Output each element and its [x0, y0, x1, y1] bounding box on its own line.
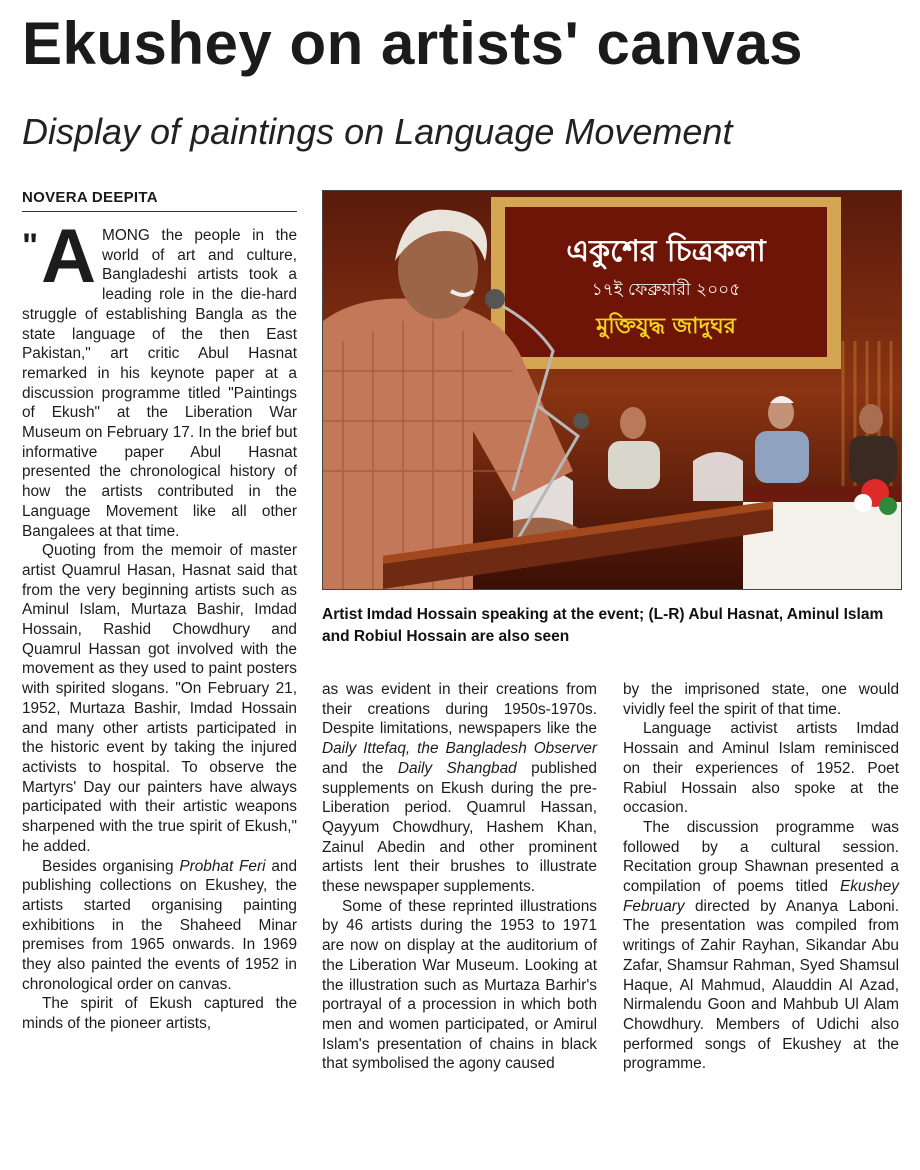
paragraph: Besides organising Probhat Feri and publishing collections on Ekushey, the artists started organising painting exhibitions in the Shaheed Minar premises from 1965 onwards. In 1969 they also painted the events of 1952 in chronological order on canvas.	[22, 857, 298, 993]
paragraph: Some of these reprinted illustrations by 46 artists during the 1953 to 1971 are now on display at the auditorium of the Liberation War Museum. Looking at the illustration such as Murtaza Barhir's portrayal of a procession in which both men and women participated, or Amirul Islam's presentation of chains in black that symbolised the agony caused	[322, 897, 597, 1073]
paragraph: MONG the people in the world of art and culture, Bangladeshi artists took a leading role in the die-hard struggle of establishing Bangla as the state language of the then East Pakistan," art critic Abul Hasnat remarked in his keynote paper at a discussion programme titled "Paintings of Ekush" at the Liberation War Museum on February 17. In the brief but informative paper Abul Hasnat presented the chronological history of how the artists contributed in the Language Movement like all other Bangalees at that time.	[22, 227, 297, 540]
article-column-2	[322, 680, 597, 1074]
event-photo	[322, 190, 902, 590]
paragraph: The discussion programme was followed by a cultural session. Recitation group Shawnan presented a compilation of poems titled Ekushey February directed by Ananya Laboni. The presentation was compiled from writings of Zahir Rayhan, Sikandar Abu Zafar, Shamsur Rahman, Syed Shamsul Haque, Al Mahmud, Alauddin Al Azad, Nirmalendu Goon and Mahbub Ul Alam Chowdhury. Members of Udichi also performed songs of Ekushey at the programme.	[623, 818, 899, 1073]
headline: Ekushey on artists' canvas	[22, 10, 803, 77]
paragraph: by the imprisoned state, one would vividly feel the spirit of that time.	[623, 681, 899, 718]
byline: NOVERA DEEPITA	[22, 188, 297, 212]
paragraph: Language activist artists Imdad Hossain and Aminul Islam reminisced on their experiences of 1952. Poet Rabiul Hossain also spoke at the occasion.	[623, 720, 899, 817]
paragraph: The spirit of Ekush captured the minds of the pioneer artists,	[22, 995, 297, 1033]
drop-cap-block	[22, 214, 97, 299]
open-quote-mark: "	[22, 227, 39, 265]
article-column-1	[22, 214, 298, 1034]
paragraph: as was evident in their creations from their creations during 1950s-1970s. Despite limitations, newspapers like the Daily Ittefaq, the Bangladesh Observer and the Daily Shangbad published supplements on Ekush during the pre-Liberation period. Quamrul Hassan, Qayyum Chowdhury, Hashem Khan, Zainul Abedin and other prominent artists lent their brushes to illustrate these newspaper supplements.	[322, 681, 597, 896]
article-column-3	[623, 680, 899, 1074]
banner-date: ১৭ই ফেব্রুয়ারী ২০০৫	[591, 280, 741, 300]
photo-icon	[323, 191, 901, 589]
drop-cap: A	[41, 214, 97, 299]
paragraph: Quoting from the memoir of master artist Quamrul Hasan, Hasnat said that from the very beginning artists such as Aminul Islam, Murtaza Bashir, Imdad Hossain, Rashid Chowdhury and Quamrul Hassan got involved with the movement as they used to paint posters with spirited slogans. "On February 21, 1952, Murtaza Bashir, Imdad Hossain and many other artists participated in the historic event by taking the injured activists to hospital. To observe the Martyrs' Day our painters have always participated with their artistic weapons sharpened with the true spirit of Ekush," he added.	[22, 542, 297, 855]
subheadline: Display of paintings on Language Movement	[22, 111, 733, 152]
photo-caption: Artist Imdad Hossain speaking at the event; (L-R) Abul Hasnat, Aminul Islam and Robiul Hossain are also seen	[322, 606, 884, 645]
banner-title: একুশের চিত্রকলা	[566, 234, 766, 269]
banner-venue: মুক্তিযুদ্ধ জাদুঘর	[596, 314, 736, 339]
